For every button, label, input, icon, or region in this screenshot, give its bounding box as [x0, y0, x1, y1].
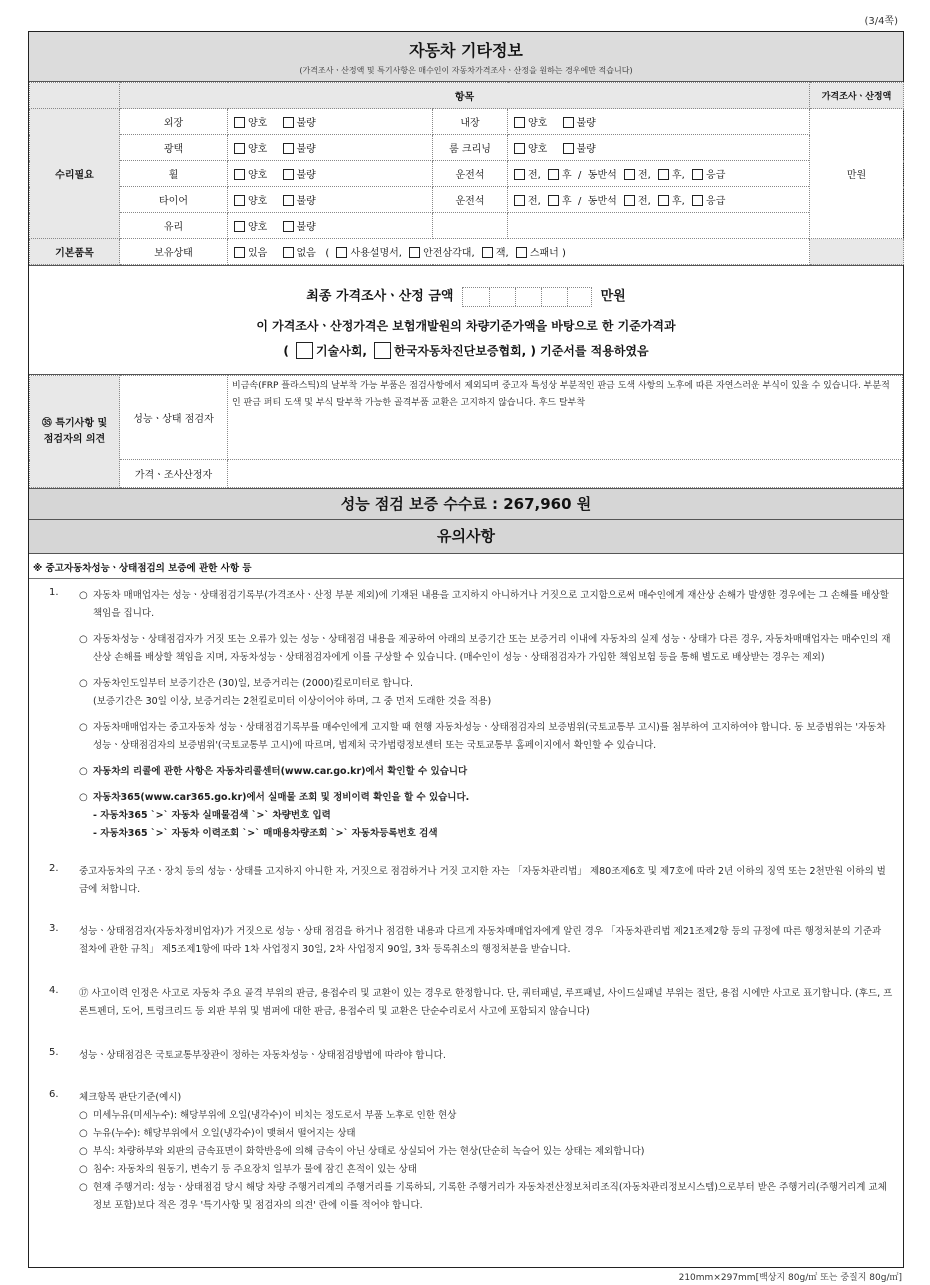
note-6-item-3: ○ 부식: 차량하부와 외판의 금속표면이 화학반응에 의해 금속이 아닌 상태로 상실되어 가는 현상(단순히 녹슬어 있는 상태는 제외합니다) [79, 1143, 893, 1161]
col-price-header: 가격조사ㆍ산정액 [810, 83, 904, 109]
checkbox-tech-society[interactable] [296, 342, 313, 359]
note-6-item-2: ○ 누유(누수): 해당부위에서 오일(냉각수)이 맺혀서 떨어지는 상태 [79, 1125, 893, 1143]
row-label-tire-driver: 운전석 [433, 187, 508, 213]
warranty-fee: 성능 점검 보증 수수료 : 267,960 원 [29, 488, 903, 520]
note-6-head: 체크항목 판단기준(예시) [79, 1092, 182, 1103]
note-section-4: 4. ⑰ 사고이력 인정은 사고로 자동차 주요 골격 부위의 판금, 용접수리 및 교환이 있는 경우로 한정합니다. 단, 쿼터패널, 루프패널, 사이드실패널 부위는 절단, 용접 시에만 사고로 표기합니다. (후드, 프론트펜더, 도어, 트렁크리드 등 외판 부위 및 범퍼에 대한 판금, 용접수리 및 교환은 단순수리로서 사고에 포함되지 않습니다) [49, 985, 893, 1017]
note-6-item-5: ○ 현재 주행거리: 성능ㆍ상태점검 당시 해당 차량 주행거리계의 주행거리를 기록하되, 기록한 주행거리가 자동차전산정보처리조직(자동차관리정보시스템)으로부터 받은 주행거리(주행거리계 교체 정보 포함)보다 적은 경우 '특기사항 및 점검자의 의견' 란에 이를 적어야 합니다. [79, 1179, 893, 1215]
checkbox-room-cleaning-good[interactable] [514, 143, 525, 154]
row-label-polish: 광택 [120, 135, 228, 161]
checkbox-tire-driver-front[interactable] [514, 195, 525, 206]
note-1-car365: ○ 자동차365(www.car365.go.kr)에서 실매물 조회 및 정비이력 확인을 할 수 있습니다. [79, 789, 893, 807]
inspector-opinion-text[interactable]: 비금속(FRP 플라스틱)의 날부착 가능 부품은 점검사항에서 제외되며 중고자 특성상 부분적인 판금 도색 사항의 노후에 따른 자연스러운 부식이 있을 수 있습니다. 부분적인 판금 퍼티 도색 및 부식 탈부착 가능한 골격부품 교환은 고지하지 않습니다. 후드 탈부착 [228, 376, 903, 460]
note-1-item-4: ○ 자동차매매업자는 중고자동차 성능ㆍ상태점검기록부를 매수인에게 고지할 때 현행 자동차성능ㆍ상태점검자의 보증범위(국토교통부 고시)를 첨부하여 고지하여야 합니다. 동 보증범위는 '자동차성능ㆍ상태점검자의 보증범위'(국토교통부 고시)에 따르며, 법제처 국가법령정보센터 또는 국토교통부 홈페이지에서 확인할 수 있습니다. [79, 719, 893, 755]
opinion-table [29, 375, 903, 488]
condition-table [29, 82, 904, 265]
price-unit: 만원 [810, 109, 904, 239]
form-header [29, 32, 903, 82]
checkbox-diagnosis-association[interactable] [374, 342, 391, 359]
note-section-1: 1. ○ 자동차 매매업자는 성능ㆍ상태점검기록부(가격조사ㆍ산정 부분 제외)에 기재된 내용을 고지하지 아니하거나 거짓으로 고지함으로써 매수인에게 재산상 손해가 발생한 경우에는 그 손해를 배상할 책임을 집니다. ○ 자동차성능ㆍ상태점검자가 거짓 또는 오류가 있는 성능ㆍ상태점검 내용을 제공하여 아래의 보증기간 또는 보증거리 이내에 자동차의 실제 성능ㆍ상태가 다른 경우, 자동차매매업자는 매수인의 재산상 손해를 배상할 책임을 지며, 자동차성능ㆍ상태점검자에게 이를 구상할 수 있습니다. (매수인이 성능ㆍ상태점검자가 가입한 책임보험 등을 통해 별도로 배상받는 경우는 제외) ○ 자동차인도일부터 보증기간은 (30)일, 보증거리는 (2000)킬로미터로 합니다. (보증기간은 30일 이상, 보증거리는 2천킬로미터 이상이어야 하며, 그 중 먼저 도래한 것을 적용) ○ 자동차매매업자는 중고자동차 성능ㆍ상태점검기록부를 매수인에게 고지할 때 현행 자동차성능ㆍ상태점검자의 보증범위(국토교통부 고시)를 첨부하여 고지하여야 합니다. 동 보증범위는 '자동차성능ㆍ상태점검자의 보증범위'(국토교통부 고시)에 따르며, 법제처 국가법령정보센터 또는 국토교통부 홈페이지에서 확인할 수 있습니다. ○ 자동차의 리콜에 관한 사항은 자동차리콜센터(www.car.go.kr)에서 확인할 수 있습니다 ○ 자동차365(www.car365.go.kr)에서 실매물 조회 및 정비이력 확인을 할 수 있습니다. - 자동차365 `>` 자동차 실매물검색 `>` 차량번호 입력 - 자동차365 `>` 자동차 이력조회 `>` 매매용차량조회 `>` 자동차등록번호 검색 [43, 587, 893, 843]
final-price-input[interactable] [462, 287, 592, 307]
note-1-item-3: ○ 자동차인도일부터 보증기간은 (30)일, 보증거리는 (2000)킬로미터로 합니다. [79, 675, 893, 693]
checkbox-tire-bad[interactable] [283, 195, 294, 206]
row-label-glass: 유리 [120, 213, 228, 239]
note-6-item-4: ○ 침수: 자동차의 원동기, 변속기 등 주요장치 일부가 물에 잠긴 흔적이 있는 상태 [79, 1161, 893, 1179]
row-label-exterior: 외장 [120, 109, 228, 135]
note-section-5: 5. 성능ㆍ상태점검은 국토교통부장관이 정하는 자동차성능ㆍ상태점검방법에 따라야 합니다. [49, 1047, 446, 1061]
wheel-options: 양호 불량 [228, 161, 433, 187]
col-item-header: 항목 [120, 83, 810, 109]
final-price-label: 최종 가격조사ㆍ산정 금액 [306, 289, 454, 304]
checkbox-polish-good[interactable] [234, 143, 245, 154]
form-title: 자동차 기타정보 [409, 41, 523, 60]
appraiser-opinion-text[interactable] [228, 460, 903, 488]
checkbox-tire-emergency[interactable] [692, 195, 703, 206]
note-1-item-3-detail: (보증기간은 30일 이상, 보증거리는 2천킬로미터 이상이어야 하며, 그 중 먼저 도래한 것을 적용) [93, 696, 492, 707]
row-label-room-cleaning: 룸 크리닝 [433, 135, 508, 161]
checkbox-safety-triangle[interactable] [409, 247, 420, 258]
note-section-3: 3. 성능ㆍ상태점검자(자동차정비업자)가 거짓으로 성능ㆍ상태 점검을 하거나 점검한 내용과 다르게 자동차매매업자에게 알린 경우 「자동차관리법 제21조제2항 등의 규정에 따른 행정처분의 기준과 절차에 관한 규칙」 제5조제1항에 따라 1차 사업정지 30일, 2차 사업정지 90일, 3차 등록취소의 행정처분을 받습니다. [49, 923, 882, 955]
checkbox-exterior-bad[interactable] [283, 117, 294, 128]
checkbox-interior-bad[interactable] [563, 117, 574, 128]
exterior-options: 양호 불량 [228, 109, 433, 135]
paper-spec-footer: 210mm×297mm[백상지 80g/㎡ 또는 중질지 80g/㎡] [678, 1273, 902, 1283]
row-label-interior: 내장 [433, 109, 508, 135]
page-number: (3/4쪽) [864, 16, 898, 27]
form-subtitle: (가격조사ㆍ산정액 및 특기사항은 매수인이 자동차가격조사ㆍ산정을 원하는 경우에만 적습니다) [299, 66, 633, 75]
checkbox-basic-none[interactable] [283, 247, 294, 258]
opinion-label: ㉟ 특기사항 및 점검자의 의견 [30, 376, 120, 488]
group-basic-label: 기본품목 [30, 239, 120, 265]
checkbox-room-cleaning-bad[interactable] [563, 143, 574, 154]
note-1-item-2: ○ 자동차성능ㆍ상태점검자가 거짓 또는 오류가 있는 성능ㆍ상태점검 내용을 제공하여 아래의 보증기간 또는 보증거리 이내에 자동차의 실제 성능ㆍ상태가 다른 경우, 자동차매매업자는 매수인의 재산상 손해를 배상할 책임을 지며, 자동차성능ㆍ상태점검자에게 이를 구상할 수 있습니다. (매수인이 성능ㆍ상태점검자가 가입한 책임보험 등을 통해 별도로 배상받는 경우는 제외) [79, 631, 893, 667]
checkbox-tire-passenger-rear[interactable] [658, 195, 669, 206]
checkbox-wheel-passenger-rear[interactable] [658, 169, 669, 180]
notes-body [29, 587, 903, 1215]
wheel-seat-options: 전, 후 / 동반석 전, 후, 응급 [508, 161, 810, 187]
checkbox-tire-passenger-front[interactable] [624, 195, 635, 206]
final-price-section: 최종 가격조사ㆍ산정 금액 만원 이 가격조사ㆍ산정가격은 보험개발원의 차량기준가액을 바탕으로 한 기준가격과 ( 기술사회, 한국자동차진단보증협회, ) 기준서를 적용하였음 [29, 265, 903, 375]
tire-options: 양호 불량 [228, 187, 433, 213]
checkbox-glass-bad[interactable] [283, 221, 294, 232]
room-cleaning-options: 양호 불량 [508, 135, 810, 161]
note-section-6: 6. 체크항목 판단기준(예시) ○ 미세누유(미세누수): 해당부위에 오일(냉각수)이 비치는 정도로서 부품 노후로 인한 현상 ○ 누유(누수): 해당부위에서 오일(냉각수)이 맺혀서 떨어지는 상태 ○ 부식: 차량하부와 외판의 금속표면이 화학반응에 의해 금속이 아닌 상태로 상실되어 가는 현상(단순히 녹슬어 있는 상태는 제외합니다) ○ 침수: 자동차의 원동기, 변속기 등 주요장치 일부가 물에 잠긴 흔적이 있는 상태 ○ 현재 주행거리: 성능ㆍ상태점검 당시 해당 차량 주행거리계의 주행거리를 기록하되, 기록한 주행거리가 자동차전산정보처리조직(자동차관리정보시스템)으로부터 받은 주행거리(주행거리계 교체 정보 포함)보다 적은 경우 '특기사항 및 점검자의 의견' 란에 이를 적어야 합니다. [43, 1089, 893, 1215]
final-price-note: 이 가격조사ㆍ산정가격은 보험개발원의 차량기준가액을 바탕으로 한 기준가격과 [256, 318, 676, 333]
note-6-item-1: ○ 미세누유(미세누수): 해당부위에 오일(냉각수)이 비치는 정도로서 부품 노후로 인한 현상 [79, 1107, 893, 1125]
checkbox-glass-good[interactable] [234, 221, 245, 232]
final-price-unit: 만원 [600, 289, 626, 304]
note-1-car365-step-1: - 자동차365 `>` 자동차 실매물검색 `>` 차량번호 입력 [93, 810, 331, 821]
row-label-wheel-driver: 운전석 [433, 161, 508, 187]
inspector-label: 성능ㆍ상태 점검자 [120, 376, 228, 460]
form-frame [28, 31, 904, 1268]
row-label-wheel: 휠 [120, 161, 228, 187]
note-1-recall: ○ 자동차의 리콜에 관한 사항은 자동차리콜센터(www.car.go.kr)에서 확인할 수 있습니다 [79, 763, 893, 781]
interior-options: 양호 불량 [508, 109, 810, 135]
row-label-tire: 타이어 [120, 187, 228, 213]
checkbox-wheel-passenger-front[interactable] [624, 169, 635, 180]
notes-title: 유의사항 [29, 520, 903, 554]
group-repair-label: 수리필요 [30, 109, 120, 239]
glass-options: 양호 불량 [228, 213, 433, 239]
row-label-possession: 보유상태 [120, 239, 228, 265]
checkbox-interior-good[interactable] [514, 117, 525, 128]
note-1-item-1: ○ 자동차 매매업자는 성능ㆍ상태점검기록부(가격조사ㆍ산정 부분 제외)에 기재된 내용을 고지하지 아니하거나 거짓으로 고지함으로써 매수인에게 재산상 손해가 발생한 경우에는 그 손해를 배상할 책임을 집니다. [79, 587, 893, 623]
checkbox-tire-good[interactable] [234, 195, 245, 206]
notes-subtitle: ※ 중고자동차성능ㆍ상태점검의 보증에 관한 사항 등 [29, 554, 903, 579]
checkbox-wheel-driver-rear[interactable] [548, 169, 559, 180]
checkbox-manual[interactable] [336, 247, 347, 258]
checkbox-wheel-driver-front[interactable] [514, 169, 525, 180]
note-1-car365-step-2: - 자동차365 `>` 자동차 이력조회 `>` 매매용차량조회 `>` 자동차등록번호 검색 [93, 828, 438, 839]
checkbox-exterior-good[interactable] [234, 117, 245, 128]
checkbox-wheel-emergency[interactable] [692, 169, 703, 180]
checkbox-jack[interactable] [482, 247, 493, 258]
basic-items-options: 있음 없음 ( 사용설명서, 안전삼각대, 잭, 스패너 ) [228, 239, 810, 265]
appraiser-label: 가격ㆍ조사산정자 [120, 460, 228, 488]
checkbox-spanner[interactable] [516, 247, 527, 258]
note-section-2: 2. 중고자동차의 구조ㆍ장치 등의 성능ㆍ상태를 고지하지 아니한 자, 거짓으로 점검하거나 거짓 고지한 자는 「자동차관리법」 제80조제6호 및 제7호에 따라 2년 이하의 징역 또는 2천만원 이하의 벌금에 처합니다. [49, 863, 886, 895]
checkbox-basic-have[interactable] [234, 247, 245, 258]
checkbox-tire-driver-rear[interactable] [548, 195, 559, 206]
checkbox-polish-bad[interactable] [283, 143, 294, 154]
polish-options: 양호 불량 [228, 135, 433, 161]
tire-seat-options: 전, 후 / 동반석 전, 후, 응급 [508, 187, 810, 213]
checkbox-wheel-bad[interactable] [283, 169, 294, 180]
checkbox-wheel-good[interactable] [234, 169, 245, 180]
